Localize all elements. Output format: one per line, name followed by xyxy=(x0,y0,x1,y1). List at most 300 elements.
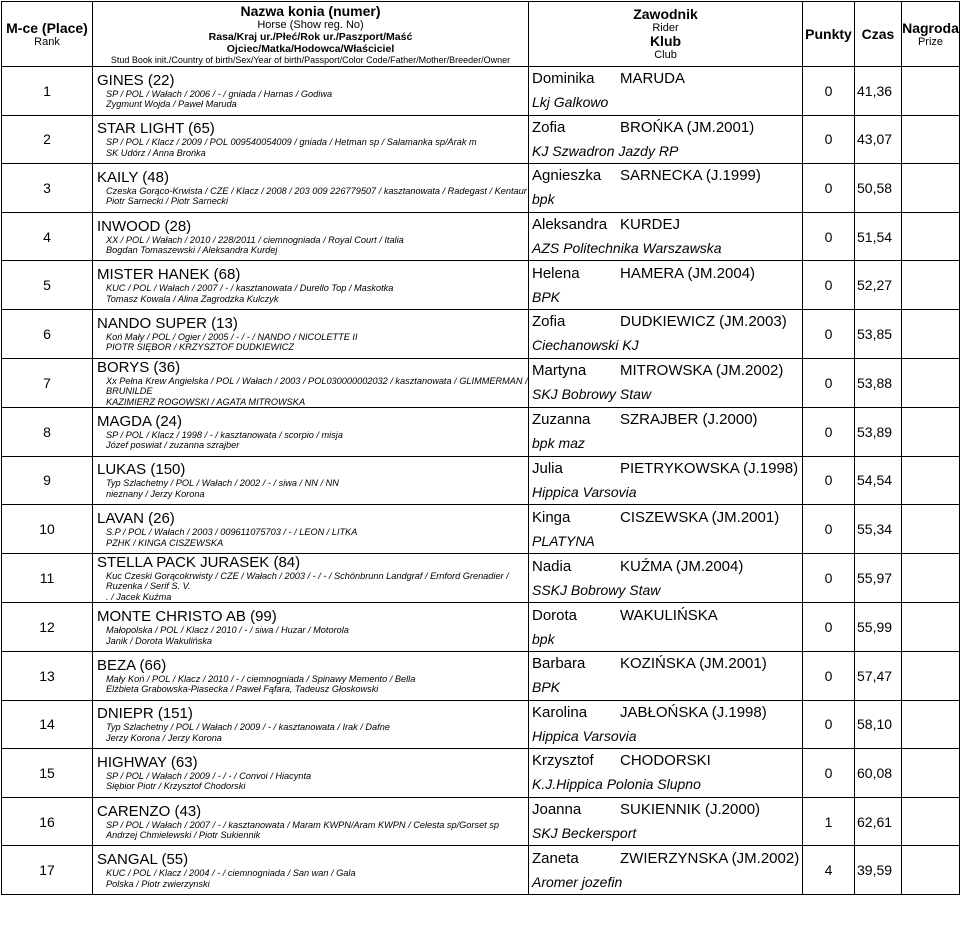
points-cell xyxy=(803,700,855,749)
rider-name xyxy=(532,120,802,136)
club-name: Lkj Galkowo xyxy=(532,94,609,111)
place-value: 10 xyxy=(39,521,55,538)
time-cell xyxy=(855,846,902,895)
place-value: 14 xyxy=(39,716,55,733)
results-body xyxy=(2,67,960,895)
points-cell xyxy=(803,797,855,846)
horse-details-line: SP / POL / Wałach / 2006 / - / gniada / Harnas / Godiwa xyxy=(106,88,333,99)
points-value: 0 xyxy=(824,472,833,489)
table-row xyxy=(2,408,960,457)
place-cell xyxy=(2,797,93,846)
points-value: 0 xyxy=(824,423,833,440)
table-row xyxy=(2,505,960,554)
rider-last-name: MARUDA xyxy=(620,70,686,88)
place-value: 1 xyxy=(43,82,51,99)
horse-details-line: . / Jacek Kuźma xyxy=(106,591,172,602)
rider-cell xyxy=(529,603,803,652)
horse-details xyxy=(97,89,528,110)
time-cell xyxy=(855,651,902,700)
time-value: 50,58 xyxy=(857,179,893,196)
prize-cell xyxy=(902,408,960,457)
horse-details xyxy=(97,771,528,792)
points-cell xyxy=(803,749,855,798)
place-cell xyxy=(2,309,93,358)
table-row xyxy=(2,749,960,798)
place-cell xyxy=(2,505,93,554)
rider-last-name: KUŹMA (JM.2004) xyxy=(620,557,744,575)
horse-details xyxy=(97,625,528,646)
horse-cell xyxy=(93,700,529,749)
horse-details-line: nieznany / Jerzy Korona xyxy=(106,488,205,499)
place-value: 4 xyxy=(43,228,51,245)
rider-last-name: SARNECKA (J.1999) xyxy=(620,167,761,185)
rider-name xyxy=(532,412,802,428)
horse-details-line: SP / POL / Klacz / 1998 / - / kasztanowata / scorpio / misja xyxy=(106,429,343,440)
time-cell xyxy=(855,505,902,554)
horse-details-line: Piotr Sarnecki / Piotr Sarnecki xyxy=(106,196,229,207)
place-cell xyxy=(2,261,93,310)
place-value: 8 xyxy=(43,423,51,440)
prize-cell xyxy=(902,700,960,749)
table-row xyxy=(2,261,960,310)
place-cell xyxy=(2,212,93,261)
rider-cell xyxy=(529,456,803,505)
horse-details-line: KUC / POL / Wałach / 2007 / - / kasztanowata / Durello Top / Maskotka xyxy=(106,283,394,294)
time-value: 60,08 xyxy=(857,764,893,781)
rider-first-name: Martyna xyxy=(532,362,587,380)
points-value: 0 xyxy=(824,619,833,636)
horse-cell xyxy=(93,456,529,505)
rider-name xyxy=(532,71,802,87)
club-name: bpk xyxy=(532,630,555,647)
rider-last-name: KOZIŃSKA (JM.2001) xyxy=(620,655,767,673)
rider-first-name: Julia xyxy=(532,459,563,477)
horse-cell xyxy=(93,164,529,213)
rider-name xyxy=(532,656,802,672)
time-value: 51,54 xyxy=(857,228,893,245)
club-name: SKJ Bobrowy Staw xyxy=(532,386,652,403)
time-value: 39,59 xyxy=(857,862,893,879)
time-value: 41,36 xyxy=(857,82,893,99)
horse-details-line: XX / POL / Wałach / 2010 / 228/2011 / ciemnogniada / Royal Court / Italia xyxy=(106,234,404,245)
header-place: M-ce (Place) Rank xyxy=(2,2,93,67)
horse-details xyxy=(97,722,528,743)
rider-cell xyxy=(529,408,803,457)
rider-last-name: WAKULIŃSKA xyxy=(620,606,718,624)
points-cell xyxy=(803,408,855,457)
rider-first-name: Kinga xyxy=(532,508,571,526)
horse-name: STAR LIGHT (65) xyxy=(97,120,215,138)
points-value: 1 xyxy=(824,813,833,830)
points-value: 0 xyxy=(824,374,833,391)
horse-details-line: Tomasz Kowala / Alina Zagrodzka Kulczyk xyxy=(106,293,279,304)
horse-details-line: Zygmunt Wojda / Paweł Maruda xyxy=(106,99,237,110)
header-time: Czas xyxy=(855,2,902,67)
points-value: 0 xyxy=(824,277,833,294)
time-value: 53,89 xyxy=(857,423,893,440)
rider-name xyxy=(532,363,802,379)
table-row xyxy=(2,309,960,358)
horse-details-line: SP / POL / Klacz / 2009 / POL 009540054009 / gniada / Hetman sp / Salamanka sp/Arak m xyxy=(106,137,477,148)
horse-details xyxy=(97,235,528,256)
rider-first-name: Dominika xyxy=(532,70,595,88)
rider-cell xyxy=(529,212,803,261)
horse-details-line: Czeska Gorąco-Krwista / CZE / Klacz / 2008 / 203 009 226779507 / kasztanowata / Radegast / Kentaur xyxy=(106,185,527,196)
horse-details xyxy=(97,186,528,207)
place-cell xyxy=(2,358,93,408)
horse-details xyxy=(97,137,528,158)
rider-cell xyxy=(529,749,803,798)
rider-cell xyxy=(529,505,803,554)
horse-details-line: Jerzy Korona / Jerzy Korona xyxy=(106,732,222,743)
rider-last-name: BROŃKA (JM.2001) xyxy=(620,118,755,136)
rider-last-name: SUKIENNIK (J.2000) xyxy=(620,801,761,819)
time-value: 62,61 xyxy=(857,813,893,830)
table-row xyxy=(2,456,960,505)
horse-cell xyxy=(93,212,529,261)
horse-details xyxy=(97,376,528,408)
horse-details-line: Mały Koń / POL / Klacz / 2010 / - / ciemnogniada / Spinawy Memento / Bella xyxy=(106,673,416,684)
club-name: BPK xyxy=(532,288,561,305)
time-cell xyxy=(855,797,902,846)
place-cell xyxy=(2,67,93,116)
points-cell xyxy=(803,603,855,652)
horse-details-line: Typ Szlachetny / POL / Wałach / 2009 / - / kasztanowata / Irak / Dafne xyxy=(106,722,390,733)
points-value: 0 xyxy=(824,131,833,148)
prize-cell xyxy=(902,456,960,505)
rider-first-name: Dorota xyxy=(532,606,578,624)
header-prize: Nagroda Prize xyxy=(902,2,960,67)
points-value: 0 xyxy=(824,570,833,587)
club-name: Ciechanowski KJ xyxy=(532,337,639,354)
horse-details xyxy=(97,283,528,304)
club-name: Hippica Varsovia xyxy=(532,483,637,500)
place-cell xyxy=(2,700,93,749)
horse-name: LAVAN (26) xyxy=(97,510,175,528)
prize-cell xyxy=(902,67,960,116)
horse-name: BORYS (36) xyxy=(97,358,181,376)
horse-name: CARENZO (43) xyxy=(97,802,202,820)
prize-cell xyxy=(902,212,960,261)
rider-cell xyxy=(529,797,803,846)
place-value: 15 xyxy=(39,764,55,781)
horse-details-line: Elżbieta Grabowska-Piasecka / Paweł Fąfara, Tadeusz Głoskowski xyxy=(106,684,379,695)
points-cell xyxy=(803,846,855,895)
points-value: 0 xyxy=(824,764,833,781)
points-cell xyxy=(803,553,855,603)
table-row xyxy=(2,651,960,700)
horse-cell xyxy=(93,651,529,700)
rider-last-name: JABŁOŃSKA (J.1998) xyxy=(620,703,767,721)
rider-last-name: CHODORSKI xyxy=(620,752,711,770)
time-cell xyxy=(855,553,902,603)
horse-cell xyxy=(93,67,529,116)
place-cell xyxy=(2,749,93,798)
horse-cell xyxy=(93,115,529,164)
horse-cell xyxy=(93,603,529,652)
horse-details xyxy=(97,478,528,499)
points-cell xyxy=(803,212,855,261)
place-cell xyxy=(2,846,93,895)
rider-name xyxy=(532,559,802,575)
horse-name: MAGDA (24) xyxy=(97,412,183,430)
place-cell xyxy=(2,603,93,652)
table-row xyxy=(2,700,960,749)
prize-cell xyxy=(902,553,960,603)
place-cell xyxy=(2,164,93,213)
rider-first-name: Krzysztof xyxy=(532,752,594,770)
points-value: 0 xyxy=(824,716,833,733)
rider-name xyxy=(532,705,802,721)
rider-cell xyxy=(529,846,803,895)
time-value: 52,27 xyxy=(857,277,893,294)
place-cell xyxy=(2,651,93,700)
rider-first-name: Zofia xyxy=(532,118,566,136)
time-value: 55,97 xyxy=(857,570,893,587)
horse-details-line: S.P / POL / Wałach / 2003 / 009611075703 / - / LEON / LITKA xyxy=(106,527,358,538)
horse-details xyxy=(97,527,528,548)
horse-name: STELLA PACK JURASEK (84) xyxy=(97,553,301,571)
horse-details-line: SP / POL / Wałach / 2007 / - / kasztanowata / Maram KWPN/Aram KWPN / Celesta sp/Gorset sp xyxy=(106,819,499,830)
table-row xyxy=(2,212,960,261)
club-name: AZS Politechnika Warszawska xyxy=(532,240,722,257)
horse-name: NANDO SUPER (13) xyxy=(97,314,238,332)
rider-first-name: Zofia xyxy=(532,313,566,331)
header-row xyxy=(2,2,960,67)
prize-cell xyxy=(902,797,960,846)
rider-last-name: MITROWSKA (JM.2002) xyxy=(620,362,784,380)
horse-details xyxy=(97,820,528,841)
horse-details xyxy=(97,868,528,889)
table-row xyxy=(2,797,960,846)
table-row xyxy=(2,358,960,408)
prize-cell xyxy=(902,358,960,408)
time-value: 53,88 xyxy=(857,374,893,391)
rider-first-name: Barbara xyxy=(532,655,586,673)
horse-cell xyxy=(93,408,529,457)
horse-details-line: Siębior Piotr / Krzysztof Chodorski xyxy=(106,781,246,792)
place-cell xyxy=(2,553,93,603)
rider-last-name: ZWIERZYNSKA (JM.2002) xyxy=(620,849,800,867)
table-row xyxy=(2,846,960,895)
prize-cell xyxy=(902,603,960,652)
results-table xyxy=(1,1,960,895)
rider-first-name: Agnieszka xyxy=(532,167,602,185)
rider-last-name: HAMERA (JM.2004) xyxy=(620,264,756,282)
horse-name: INWOOD (28) xyxy=(97,217,192,235)
horse-details-line: KUC / POL / Klacz / 2004 / - / ciemnogniada / San wan / Gala xyxy=(106,868,356,879)
rider-cell xyxy=(529,651,803,700)
rider-name xyxy=(532,510,802,526)
time-value: 57,47 xyxy=(857,667,893,684)
club-name: bpk maz xyxy=(532,435,585,452)
horse-details xyxy=(97,430,528,451)
place-value: 12 xyxy=(39,619,55,636)
horse-details-line: Kuc Czeski Gorącokrwisty / CZE / Wałach / 2003 / - / - / Schönbrunn Landgraf / Ernford Grenadier / Ruzenka / Serif S. V. xyxy=(106,570,509,592)
place-value: 17 xyxy=(39,862,55,879)
points-cell xyxy=(803,456,855,505)
horse-details-line: Janik / Dorota Wakulińska xyxy=(106,635,213,646)
time-cell xyxy=(855,261,902,310)
horse-details-line: Józef poswiat / zuzanna szrajber xyxy=(106,440,240,451)
points-cell xyxy=(803,164,855,213)
club-name: BPK xyxy=(532,679,561,696)
place-value: 9 xyxy=(43,472,51,489)
club-name: bpk xyxy=(532,191,555,208)
header-rider: Zawodnik Rider Klub Club xyxy=(529,2,803,67)
place-cell xyxy=(2,115,93,164)
horse-name: MISTER HANEK (68) xyxy=(97,266,241,284)
horse-name: HIGHWAY (63) xyxy=(97,753,198,771)
place-value: 6 xyxy=(43,325,51,342)
rider-last-name: PIETRYKOWSKA (J.1998) xyxy=(620,459,799,477)
horse-details-line: Polska / Piotr zwierzynski xyxy=(106,878,210,889)
rider-last-name: KURDEJ xyxy=(620,216,681,234)
rider-first-name: Zuzanna xyxy=(532,411,591,429)
horse-cell xyxy=(93,553,529,603)
time-value: 43,07 xyxy=(857,131,893,148)
time-cell xyxy=(855,115,902,164)
horse-cell xyxy=(93,505,529,554)
rider-first-name: Karolina xyxy=(532,703,588,721)
horse-details-line: SP / POL / Wałach / 2009 / - / - / Convoi / Hiacynta xyxy=(106,770,312,781)
horse-details-line: Małopolska / POL / Klacz / 2010 / - / siwa / Huzar / Motorola xyxy=(106,625,349,636)
place-value: 2 xyxy=(43,131,51,148)
prize-cell xyxy=(902,505,960,554)
rider-cell xyxy=(529,309,803,358)
rider-name xyxy=(532,266,802,282)
horse-details-line: Typ Szlachetny / POL / Wałach / 2002 / - / siwa / NN / NN xyxy=(106,478,339,489)
horse-cell xyxy=(93,797,529,846)
rider-name xyxy=(532,217,802,233)
club-name: Hippica Varsovia xyxy=(532,727,637,744)
club-name: Aromer jozefin xyxy=(532,873,623,890)
points-cell xyxy=(803,261,855,310)
horse-details-line: SK Udórz / Anna Brońka xyxy=(106,147,206,158)
club-name: K.J.Hippica Polonia Slupno xyxy=(532,776,701,793)
time-cell xyxy=(855,212,902,261)
place-cell xyxy=(2,456,93,505)
table-row xyxy=(2,164,960,213)
horse-name: MONTE CHRISTO AB (99) xyxy=(97,608,277,626)
horse-details xyxy=(97,571,528,603)
horse-details-line: Koń Mały / POL / Ogier / 2005 / - / - / NANDO / NICOLETTE II xyxy=(106,331,358,342)
table-row xyxy=(2,115,960,164)
points-cell xyxy=(803,115,855,164)
points-value: 0 xyxy=(824,521,833,538)
horse-name: BEZA (66) xyxy=(97,656,167,674)
points-value: 0 xyxy=(824,228,833,245)
rider-cell xyxy=(529,67,803,116)
time-cell xyxy=(855,164,902,213)
points-value: 4 xyxy=(824,862,833,879)
club-name: SSKJ Bobrowy Staw xyxy=(532,581,661,598)
rider-name xyxy=(532,608,802,624)
horse-details-line: KAZIMIERZ ROGOWSKI / AGATA MITROWSKA xyxy=(106,396,306,407)
rider-cell xyxy=(529,700,803,749)
horse-details-line: Bogdan Tomaszewski / Aleksandra Kurdej xyxy=(106,245,278,256)
time-cell xyxy=(855,700,902,749)
horse-cell xyxy=(93,358,529,408)
horse-cell xyxy=(93,261,529,310)
rider-cell xyxy=(529,115,803,164)
prize-cell xyxy=(902,846,960,895)
club-name: KJ Szwadron Jazdy RP xyxy=(532,142,679,159)
header-horse: Nazwa konia (numer) Horse (Show reg. No) Rasa/Kraj ur./Płeć/Rok ur./Paszport/Maść Ojciec/Matka/Hodowca/Właściciel Stud Book init./Country of birth/Sex/Year of birth/Passport/Color Code/Father/Mother/Breeder/Owner xyxy=(93,2,529,67)
club-name: SKJ Beckersport xyxy=(532,825,637,842)
horse-details xyxy=(97,674,528,695)
rider-first-name: Joanna xyxy=(532,801,582,819)
rider-cell xyxy=(529,553,803,603)
prize-cell xyxy=(902,651,960,700)
rider-first-name: Zaneta xyxy=(532,849,579,867)
horse-cell xyxy=(93,846,529,895)
points-cell xyxy=(803,67,855,116)
time-cell xyxy=(855,309,902,358)
horse-name: SANGAL (55) xyxy=(97,851,189,869)
rider-name xyxy=(532,168,802,184)
rider-last-name: SZRAJBER (J.2000) xyxy=(620,411,758,429)
rider-name xyxy=(532,461,802,477)
rider-name xyxy=(532,802,802,818)
horse-name: GINES (22) xyxy=(97,71,175,89)
time-cell xyxy=(855,358,902,408)
rider-cell xyxy=(529,261,803,310)
horse-details-line: PZHK / KINGA CISZEWSKA xyxy=(106,537,224,548)
table-row xyxy=(2,553,960,603)
horse-name: DNIEPR (151) xyxy=(97,705,193,723)
horse-details xyxy=(97,332,528,353)
points-value: 0 xyxy=(824,325,833,342)
place-value: 11 xyxy=(39,570,55,587)
place-value: 16 xyxy=(39,813,55,830)
time-cell xyxy=(855,603,902,652)
rider-last-name: DUDKIEWICZ (JM.2003) xyxy=(620,313,787,331)
club-name: PLATYNA xyxy=(532,532,595,549)
time-value: 55,34 xyxy=(857,521,893,538)
points-value: 0 xyxy=(824,667,833,684)
prize-cell xyxy=(902,115,960,164)
horse-cell xyxy=(93,749,529,798)
time-cell xyxy=(855,456,902,505)
points-cell xyxy=(803,505,855,554)
place-cell xyxy=(2,408,93,457)
points-cell xyxy=(803,358,855,408)
points-cell xyxy=(803,309,855,358)
horse-cell xyxy=(93,309,529,358)
place-value: 13 xyxy=(39,667,55,684)
time-value: 53,85 xyxy=(857,325,893,342)
time-value: 54,54 xyxy=(857,472,893,489)
time-value: 55,99 xyxy=(857,619,893,636)
horse-details-line: Xx Pełna Krew Angielska / POL / Wałach / 2003 / POL030000002032 / kasztanowata / GLIMMERMAN / BRUNILDE xyxy=(106,375,528,397)
place-value: 7 xyxy=(43,374,51,391)
time-cell xyxy=(855,749,902,798)
table-row xyxy=(2,603,960,652)
rider-cell xyxy=(529,164,803,213)
table-row xyxy=(2,67,960,116)
place-value: 3 xyxy=(43,179,51,196)
header-points: Punkty xyxy=(803,2,855,67)
rider-cell xyxy=(529,358,803,408)
time-cell xyxy=(855,408,902,457)
horse-name: LUKAS (150) xyxy=(97,461,186,479)
prize-cell xyxy=(902,309,960,358)
rider-last-name: CISZEWSKA (JM.2001) xyxy=(620,508,780,526)
prize-cell xyxy=(902,261,960,310)
horse-name: KAILY (48) xyxy=(97,168,169,186)
points-value: 0 xyxy=(824,82,833,99)
